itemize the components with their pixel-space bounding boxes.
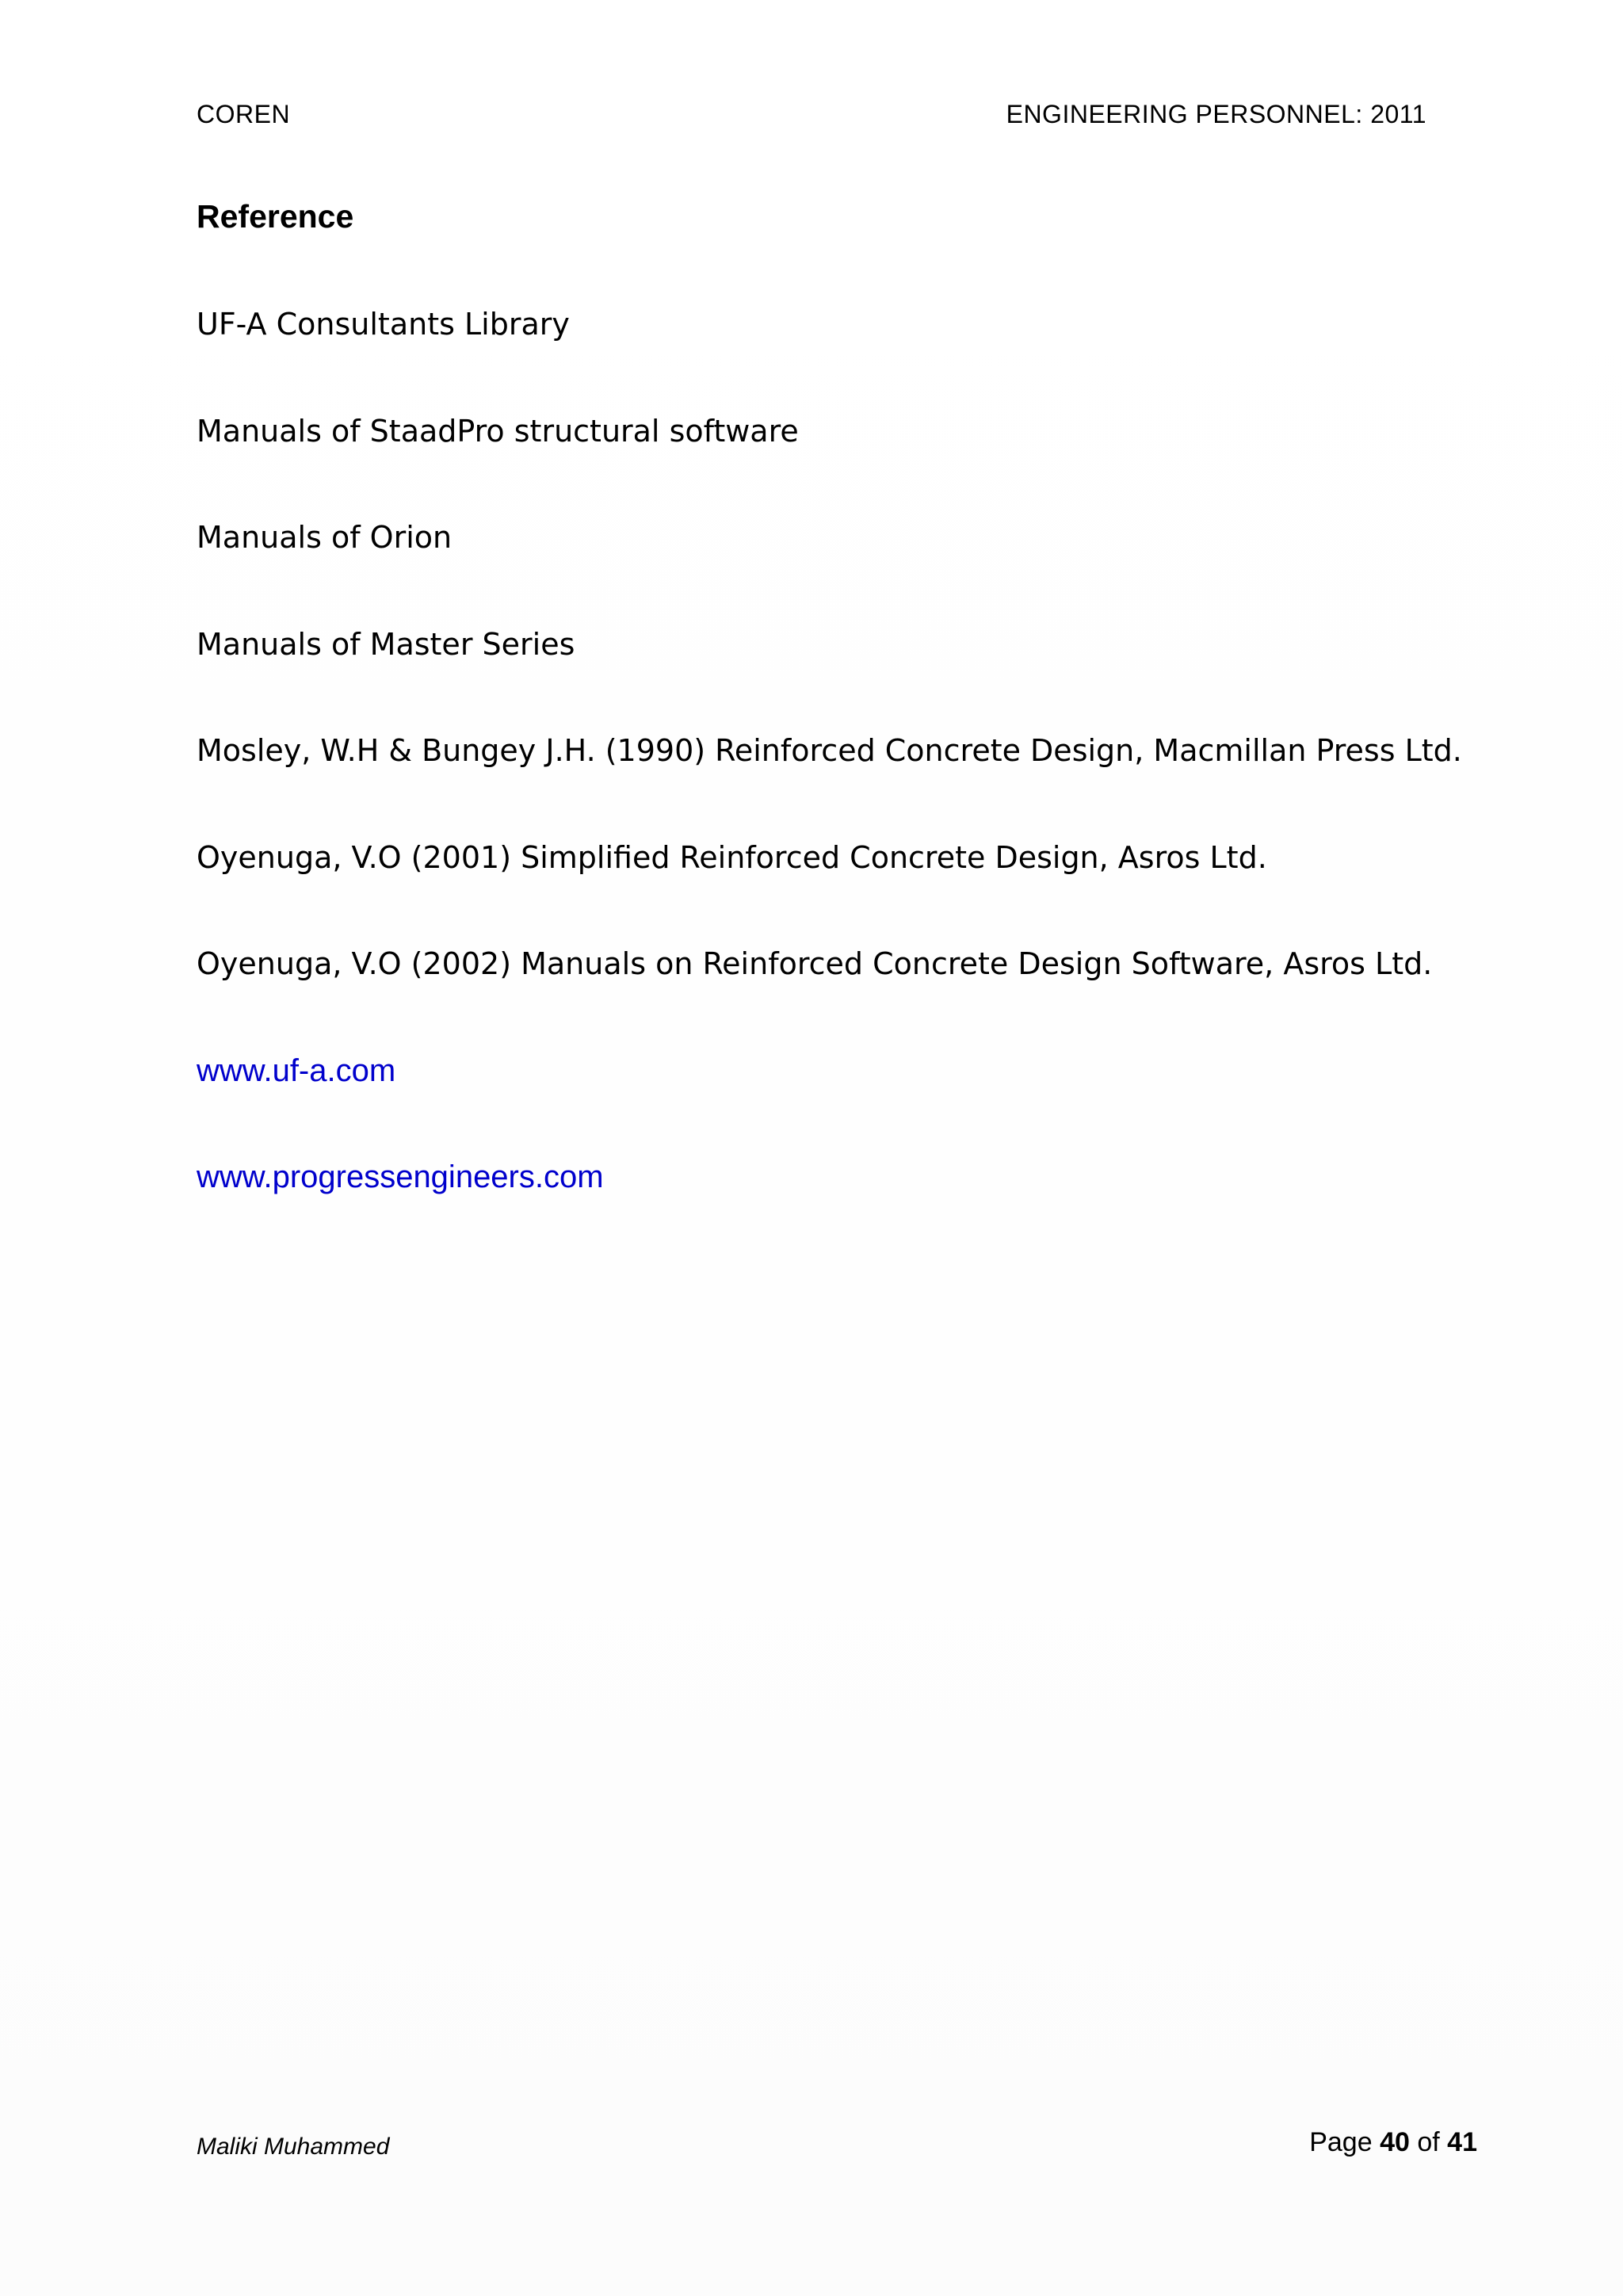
section-heading: Reference: [197, 198, 354, 235]
reference-item: [197, 836, 1496, 943]
reference-item: [197, 942, 1496, 1049]
page-current: 40: [1380, 2127, 1410, 2157]
link-uf-a[interactable]: www.uf-a.com: [197, 1052, 396, 1088]
reference-text: Mosley, W.H & Bungey J.H. (1990) Reinforced Concrete Design, Macmillan Press Ltd.: [197, 733, 1462, 768]
page-header: [197, 100, 1426, 135]
reference-link-item: [197, 1049, 1496, 1156]
reference-link-item: [197, 1156, 1496, 1263]
reference-list: [197, 303, 1496, 1263]
reference-text: Oyenuga, V.O (2002) Manuals on Reinforced Concrete Design Software, Asros Ltd.: [197, 946, 1433, 981]
reference-text: Manuals of Master Series: [197, 626, 575, 662]
page-number: [1309, 2127, 1477, 2158]
reference-text: Oyenuga, V.O (2001) Simplified Reinforced Concrete Design, Asros Ltd.: [197, 839, 1267, 875]
header-document-title: ENGINEERING PERSONNEL: 2011: [1006, 100, 1426, 128]
reference-item: [197, 623, 1496, 730]
reference-item: [197, 303, 1496, 410]
reference-item: [197, 410, 1496, 517]
page-footer: [197, 2127, 1477, 2167]
reference-text: Manuals of StaadPro structural software: [197, 413, 799, 449]
footer-author: Maliki Muhammed: [197, 2134, 390, 2160]
header-organization: COREN: [197, 100, 291, 128]
reference-text: Manuals of Orion: [197, 520, 453, 555]
reference-text: UF-A Consultants Library: [197, 307, 570, 342]
link-progressengineers[interactable]: www.progressengineers.com: [197, 1159, 604, 1194]
reference-item: [197, 516, 1496, 623]
page-of: of: [1417, 2127, 1440, 2157]
page-prefix: Page: [1309, 2127, 1373, 2157]
reference-item: [197, 729, 1496, 836]
page-total: 41: [1447, 2127, 1477, 2157]
